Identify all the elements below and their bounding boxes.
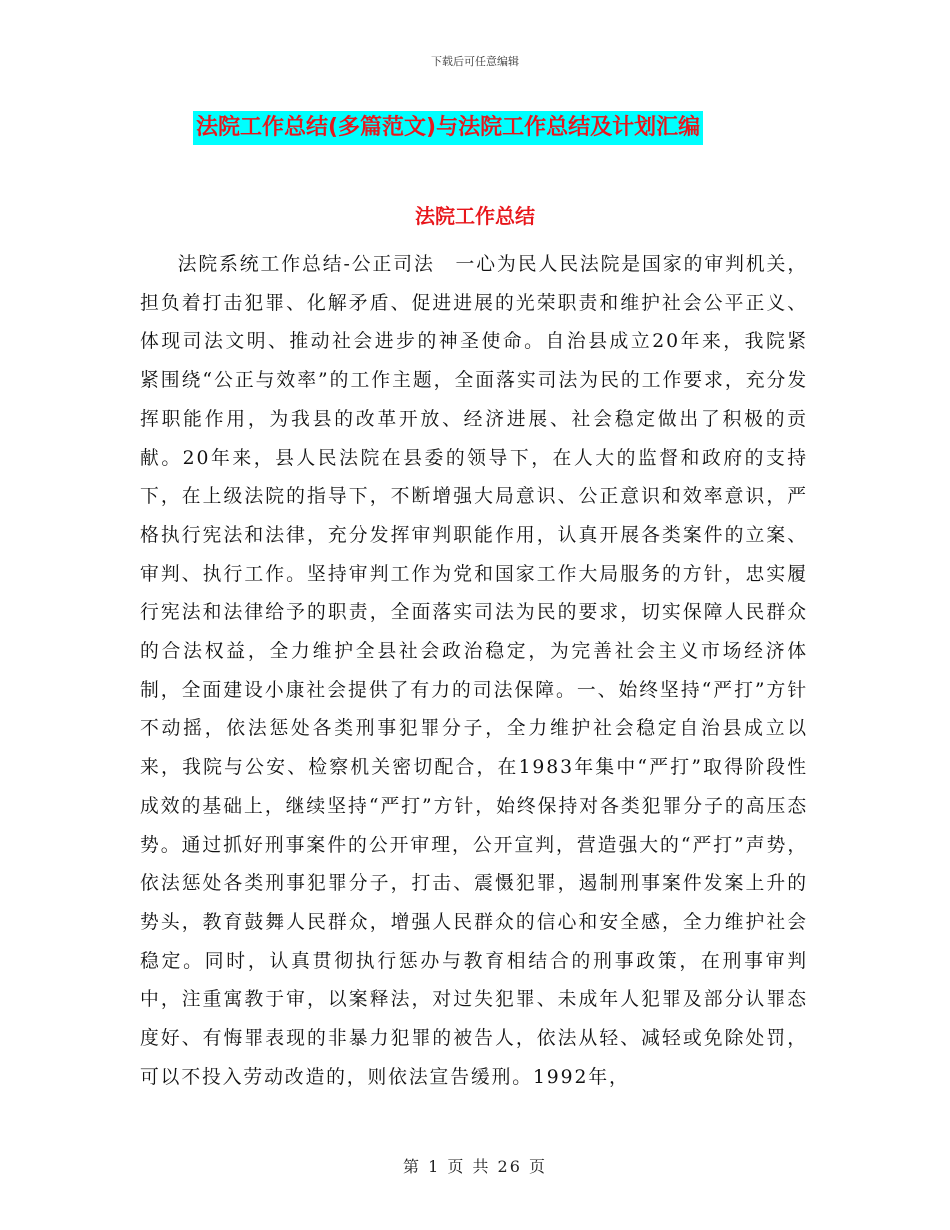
body-paragraph: 法院系统工作总结-公正司法 一心为民人民法院是国家的审判机关，担负着打击犯罪、化解矛盾、促进进展的光荣职责和维护社会公平正义、体现司法文明、推动社会进步的神圣使命。自治县成立20年来，我院紧紧围绕“公正与效率”的工作主题，全面落实司法为民的工作要求，充分发挥职能作用，为我县的改革开放、经济进展、社会稳定做出了积极的贡献。20年来，县人民法院在县委的领导下，在人大的监督和政府的支持下，在上级法院的指导下，不断增强大局意识、公正意识和效率意识，严格执行宪法和法律，充分发挥审判职能作用，认真开展各类案件的立案、审判、执行工作。坚持审判工作为党和国家工作大局服务的方针，忠实履行宪法和法律给予的职责，全面落实司法为民的要求，切实保障人民群众的合法权益，全力维护全县社会政治稳定，为完善社会主义市场经济体制，全面建设小康社会提供了有力的司法保障。一、始终坚持“严打”方针不动摇，依法惩处各类刑事犯罪分子，全力维护社会稳定自治县成立以来，我院与公安、检察机关密切配合，在1983年集中“严打”取得阶段性成效的基础上，继续坚持“严打”方针，始终保持对各类犯罪分子的高压态势。通过抓好刑事案件的公开审理，公开宣判，营造强大的“严打”声势，依法惩处各类刑事犯罪分子，打击、震慑犯罪，遏制刑事案件发案上升的势头，教育鼓舞人民群众，增强人民群众的信心和安全感，全力维护社会稳定。同时，认真贯彻执行惩办与教育相结合的刑事政策，在刑事审判中，注重寓教于审，以案释法，对过失犯罪、未成年人犯罪及部分认罪态度好、有悔罪表现的非暴力犯罪的被告人，依法从轻、减轻或免除处罚，可以不投入劳动改造的，则依法宣告缓刑。1992年， — [140, 254, 808, 1088]
page-footer: 第 1 页 共 26 页 — [403, 1157, 547, 1176]
page-header-note: 下载后可任意编辑 — [431, 55, 519, 68]
section-title: 法院工作总结 — [415, 204, 535, 228]
document-title: 法院工作总结(多篇范文)与法院工作总结及计划汇编 — [193, 111, 703, 145]
